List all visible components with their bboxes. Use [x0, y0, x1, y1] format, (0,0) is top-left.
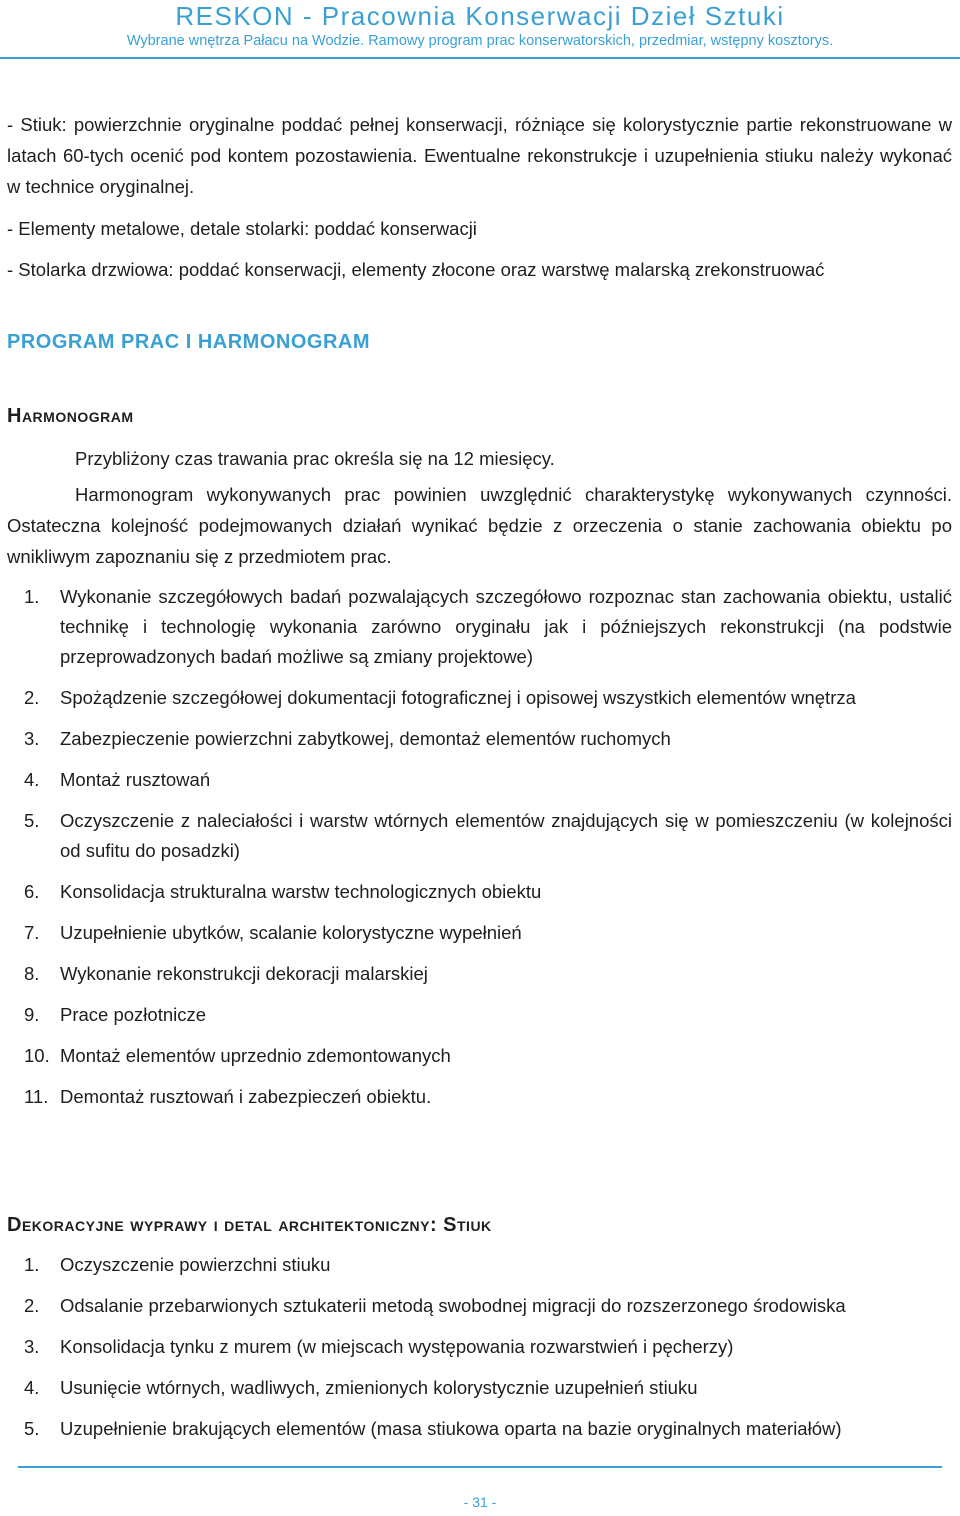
list-item: 1. Oczyszczenie powierzchni stiuku — [24, 1254, 331, 1275]
harmonogram-heading: Harmonogram — [7, 405, 134, 427]
stiuk-paragraph: - Stiuk: powierzchnie oryginalne poddać pełnej konserwacji, różniące się kolorystycznie partie rekonstruowane w latach 60-tych ocenić pod kontem pozostawienia. Ewentualne rekonstrukcje i uzupełnienia stiuku należy wykonać w technice oryginalnej. — [7, 114, 952, 197]
page-content — [0, 59, 960, 1444]
list-item: 8. Wykonanie rekonstrukcji dekoracji malarskiej — [24, 963, 428, 984]
decor-steps-list — [7, 1250, 952, 1444]
list-item: 2. Spożądzenie szczegółowej dokumentacji fotograficznej i opisowej wszystkich elementów wnętrza — [24, 687, 856, 708]
doors-paragraph: - Stolarka drzwiowa: poddać konserwacji, elementy złocone oraz warstwę malarską zrekonstruować — [7, 259, 825, 280]
list-item: 10. Montaż elementów uprzednio zdemontowanych — [24, 1045, 451, 1066]
document-subtitle: Wybrane wnętrza Pałacu na Wodzie. Ramowy program prac konserwatorskich, przedmiar, wstępny kosztorys. — [126, 33, 834, 49]
list-item: 3. Konsolidacja tynku z murem (w miejscach występowania rozwarstwień i pęcherzy) — [24, 1336, 734, 1357]
metal-paragraph: - Elementy metalowe, detale stolarki: poddać konserwacji — [7, 218, 477, 239]
list-item: 1. Wykonanie szczegółowych badań pozwalających szczegółowo rozpoznac stan zachowania obiektu, ustalić technikę i technologię wykonania zarówno oryginału jak i późniejszych rekonstrukcji (na podstwie przeprowadzonych badań możliwe są zmiany projektowe) — [24, 586, 952, 667]
page-header — [0, 0, 960, 59]
page-number: - 31 - — [463, 1494, 497, 1510]
list-item: 4. Montaż rusztowań — [24, 769, 211, 790]
list-item: 11. Demontaż rusztowań i zabezpieczeń obiektu. — [24, 1086, 432, 1107]
list-item: 9. Prace pozłotnicze — [24, 1004, 207, 1025]
decor-heading: Dekoracyjne wyprawy i detal architektoniczny: Stiuk — [7, 1214, 492, 1236]
list-item: 2. Odsalanie przebarwionych sztukaterii metodą swobodnej migracji do rozszerzonego środowiska — [24, 1295, 846, 1316]
list-item: 7. Uzupełnienie ubytków, scalanie kolorystyczne wypełnień — [24, 922, 522, 943]
list-item: 3. Zabezpieczenie powierzchni zabytkowej, demontaż elementów ruchomych — [24, 728, 671, 749]
document-title: RESKON - Pracownia Konserwacji Dzieł Sztuki — [175, 1, 785, 31]
program-steps-list — [7, 582, 952, 1112]
footer-divider — [18, 1466, 942, 1468]
list-item: 6. Konsolidacja strukturalna warstw technologicznych obiektu — [24, 881, 542, 902]
list-item: 5. Uzupełnienie brakujących elementów (masa stiukowa oparta na bazie oryginalnych materiałów) — [24, 1418, 842, 1439]
list-item: 5. Oczyszczenie z naleciałości i warstw wtórnych elementów znajdujących się w pomieszczeniu (w kolejności od sufitu do posadzki) — [24, 810, 952, 861]
program-heading: PROGRAM PRAC I HARMONOGRAM — [7, 331, 370, 353]
order-paragraph: Harmonogram wykonywanych prac powinien uwzględnić charakterystykę wykonywanych czynności. Ostateczna kolejność podejmowanych działań wynikać będzie z orzeczenia o stanie zachowania obiektu po wnikliwym zapoznaniu się z przedmiotem prac. — [7, 484, 952, 567]
time-sentence: Przybliżony czas trawania prac określa się na 12 miesięcy. — [75, 448, 555, 469]
list-item: 4. Usunięcie wtórnych, wadliwych, zmienionych kolorystycznie uzupełnień stiuku — [24, 1377, 698, 1398]
